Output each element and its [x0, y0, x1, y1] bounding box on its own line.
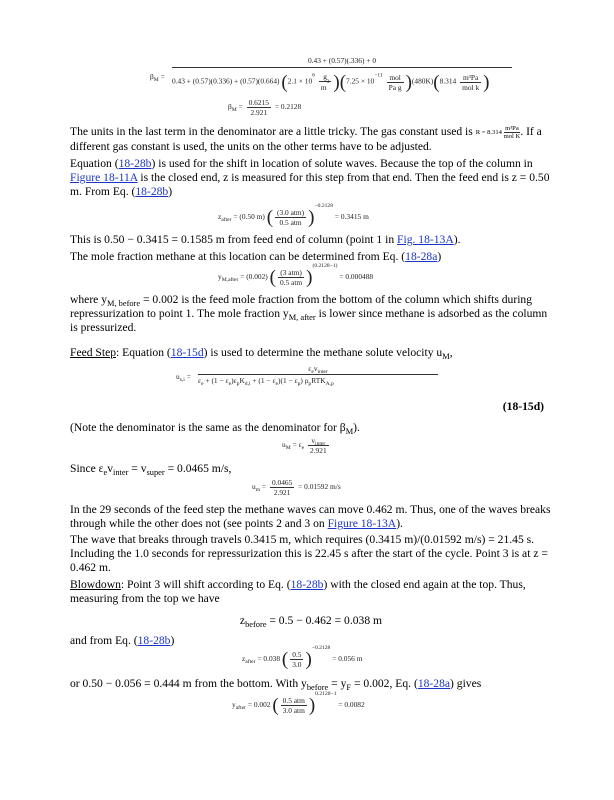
beta-numerator: 0.43 + (0.57)(.336) + 0 — [307, 56, 377, 65]
paragraph-eq-28b: Equation (18-28b) is used for the shift in location of solute waves. Because the top of the column in Figure 18-11A is the closed end, z is measured for this step from that end. Then the feed end is z = 0.50 m. From Eq. (18-28b) — [70, 157, 550, 199]
equation-z-after: $z_{after} = (0.50$ m) ( $\frac{\text{(3.0 atm)}}{\text{0.5 atm}}$ )$^{-0.2128}$ = 0.3415 m — [218, 203, 369, 228]
link-figure-18-13a[interactable]: Figure 18-13A — [327, 517, 397, 531]
link-eq-18-28b[interactable]: 18-28b — [118, 157, 152, 170]
paragraph-note-denominator: (Note the denominator is the same as the denominator for $\beta_M$). — [70, 421, 360, 436]
equation-y-after-blowdown: $y_{after} = 0.002$ ( $\frac{\text{0.5 atm}}{\text{3.0 atm}}$ )$^{0.2128-1}$ = 0.0082 — [232, 691, 365, 716]
paragraph-mole-fraction: The mole fraction methane at this location can be determined from Eq. (18-28a) — [70, 250, 442, 263]
equation-u-m-value: $u_m$ = $\frac{0.0465}{2.921}$ = 0.01592 m/s — [252, 478, 341, 497]
paragraph-feed-mole-fraction: where $y_{M, before} = 0.002$ is the feed mole fraction from the bottom of the column which shifts during repressurization to point 1. The mole fraction $y_{M, after}$ is lower since methane is adsorbed as the column is pressurized. — [70, 293, 548, 335]
link-eq-18-28a[interactable]: 18-28a — [405, 250, 438, 263]
equation-z-before: $z_{before} = 0.5 - 0.462 = 0.038$ m — [239, 614, 383, 629]
link-eq-18-28b[interactable]: 18-28b — [290, 578, 324, 591]
paragraph-or-from-bottom: or 0.50 − 0.056 = 0.444 m from the bottom. With $y_{before} = y_F = 0.002$, Eq. (18-28a) gives — [70, 677, 482, 692]
link-fig-18-13a[interactable]: Fig. 18-13A — [397, 233, 454, 246]
equation-u-m: $u_M = \varepsilon_e$ $\frac{v_{inter}}{2.921}$ — [282, 436, 327, 455]
paragraph-breakthrough: The wave that breaks through travels 0.3415 m, which requires (0.3415 m)/(0.01592 m/s) = 21.45 s. Including the 1.0 seconds for repressurization this is 22.45 s after the start of the cycle. Point 3 is at z = 0.462 m. — [70, 533, 548, 575]
equation-y-after: $y_{M,after} = (0.002)$ ( $\frac{\text{(3 atm)}}{\text{0.5 atm}}$ )$^{(0.2128-1)}$ = 0.000488 — [218, 263, 374, 288]
document-page: $\beta_M$ = 0.43 + (0.57)(.336) + 0 0.43 + (0.57)(0.336) + (0.57)(0.664) ($2.1 \times 10^6$ $\frac{g}{m^3}$ )($7.25 \times 10^{-11}$ $\frac{\text{mol}}{\text{Pa g}}$ )(480K)(8.314 $\frac{\text{m³Pa}}{\text{mol k}}$ ) $\beta_M$ = $\frac{0.6215}{2.921}$ = 0.2128 The units in the last term in the denominator are a little tricky. The gas constant used is R = 8.314 m³Pa mol K . If a different gas constant is used, the units on the other terms have to be adjusted. Equation (18-28b) is used for the shift in location of solute waves. Because the top of the column in Figure 18-11A is the closed end, z is measured for this step from that end. Then the feed end is z = 0.50 m. From Eq. (18-28b) $z_{after} = (0.50$ m) ( $\frac{\text{(3.0 atm)}}{\text{0.5 atm}}$ )$^{-0.2128}$ = 0.3415 m This is 0.50 − 0.3415 = 0.1585 m from feed end of column (point 1 in Fig. 18-13A). The mole fraction methane at this location can be determined from Eq. (18-28a) $y_{M,after} = (0.002)$ ( $\frac{\text{(3 atm)}}{\text{0.5 atm}}$ )$^{(0.2128-1)}$ = 0.000488 where $y_{M, before} = 0.002$ is the feed mole fraction from the bottom of the column which shifts during repressurization to point 1. The mole fraction $y_{M, after}$ is lower since methane is adsorbed as the column is pressurized. Feed Step: Equation (18-15d) is used to determine the methane solute velocity $u_M$, $u_{s,i}$ = $\varepsilon_ev_{inter}$ $\varepsilon_e + (1 - \varepsilon_e)\varepsilon_pK_{d,i} + (1 - \varepsilon_e)(1 - \varepsilon_p)$ $\rho_pRTK_{A,p}$ (18-15d) (Note the denominator is the same as the denominator for $\beta_M$). $u_M = \varepsilon_e$ $\frac{v_{inter}}{2.921}$ Since $\varepsilon_ev_{inter} = v_{super} = 0.0465$ m/s, $u_m$ = $\frac{0.0465}{2.921}$ = 0.01592 m/s In the 29 seconds of the feed step the methane waves can move 0.462 m. Thus, one of the waves breaks through while the other does not (see points 2 and 3 on Figure 18-13A). The wave that breaks through travels 0.3415 m, which requires (0.3415 m)/(0.01592 m/s) = 21.45 s. Including the 1.0 seconds for repressurization this is 22.45 s after the start of the cycle. Point 3 is at z = 0.462 m. Blowdown: Point 3 will shift according to Eq. (18-28b) with the closed end again at the top. Thus, measuring from the top we have $z_{before} = 0.5 - 0.462 = 0.038$ m and from Eq. (18-28b) $z_{after} = 0.038$ ( $\frac{0.5}{3.0}$ )$^{-0.2128}$ = 0.056 m or 0.50 − 0.056 = 0.444 m from the bottom. With $y_{before} = y_F = 0.002$, Eq. (18-28a) gives $y_{after} = 0.002$ ( $\frac{\text{0.5 atm}}{\text{3.0 atm}}$ )$^{0.2128-1}$ = 0.0082 — [70, 56, 551, 716]
equation-number-18-15d: (18-15d) — [502, 400, 544, 413]
link-eq-18-15d[interactable]: 18-15d — [170, 346, 204, 359]
beta-denominator: 0.43 + (0.57)(0.336) + (0.57)(0.664) ($2.1 \times 10^6$ $\frac{g}{m^3}$ )($7.25 \times 10^{-11}$ $\frac{\text{mol}}{\text{Pa g}}$ )(480K)(8.314 $\frac{\text{m³Pa}}{\text{mol k}}$ ) — [172, 71, 490, 93]
link-eq-18-28b[interactable]: 18-28b — [137, 634, 171, 647]
paragraph-units: The units in the last term in the denominator are a little tricky. The gas constant used is R = 8.314 m³Pa mol K . If a different gas constant is used, the units on the other terms have to be adjusted. — [70, 125, 542, 154]
paragraph-feed-step: Feed Step: Equation (18-15d) is used to determine the methane solute velocity $u_M$, — [70, 346, 453, 361]
link-figure-18-11a[interactable]: Figure 18-11A — [70, 171, 138, 185]
paragraph-since: Since $\varepsilon_ev_{inter} = v_{super} = 0.0465$ m/s, — [70, 462, 232, 477]
equation-beta-result: $\beta_M$ = $\frac{0.6215}{2.921}$ = 0.2128 — [228, 98, 302, 117]
link-eq-18-28b[interactable]: 18-28b — [135, 185, 169, 199]
paragraph-and-from: and from Eq. (18-28b) — [70, 634, 175, 647]
equation-z-after-blowdown: $z_{after} = 0.038$ ( $\frac{0.5}{3.0}$ )$^{-0.2128}$ = 0.056 m — [242, 645, 363, 670]
paragraph-point-1: This is 0.50 − 0.3415 = 0.1585 m from feed end of column (point 1 in Fig. 18-13A). — [70, 233, 461, 246]
paragraph-waves-move: In the 29 seconds of the feed step the methane waves can move 0.462 m. Thus, one of the waves breaks through while the other does not (see points 2 and 3 on Figure 18-13A). — [70, 503, 551, 531]
paragraph-blowdown: Blowdown: Point 3 will shift according to Eq. (18-28b) with the closed end again at the top. Thus, measuring from the top we have — [70, 578, 526, 606]
link-eq-18-28a[interactable]: 18-28a — [417, 677, 451, 690]
